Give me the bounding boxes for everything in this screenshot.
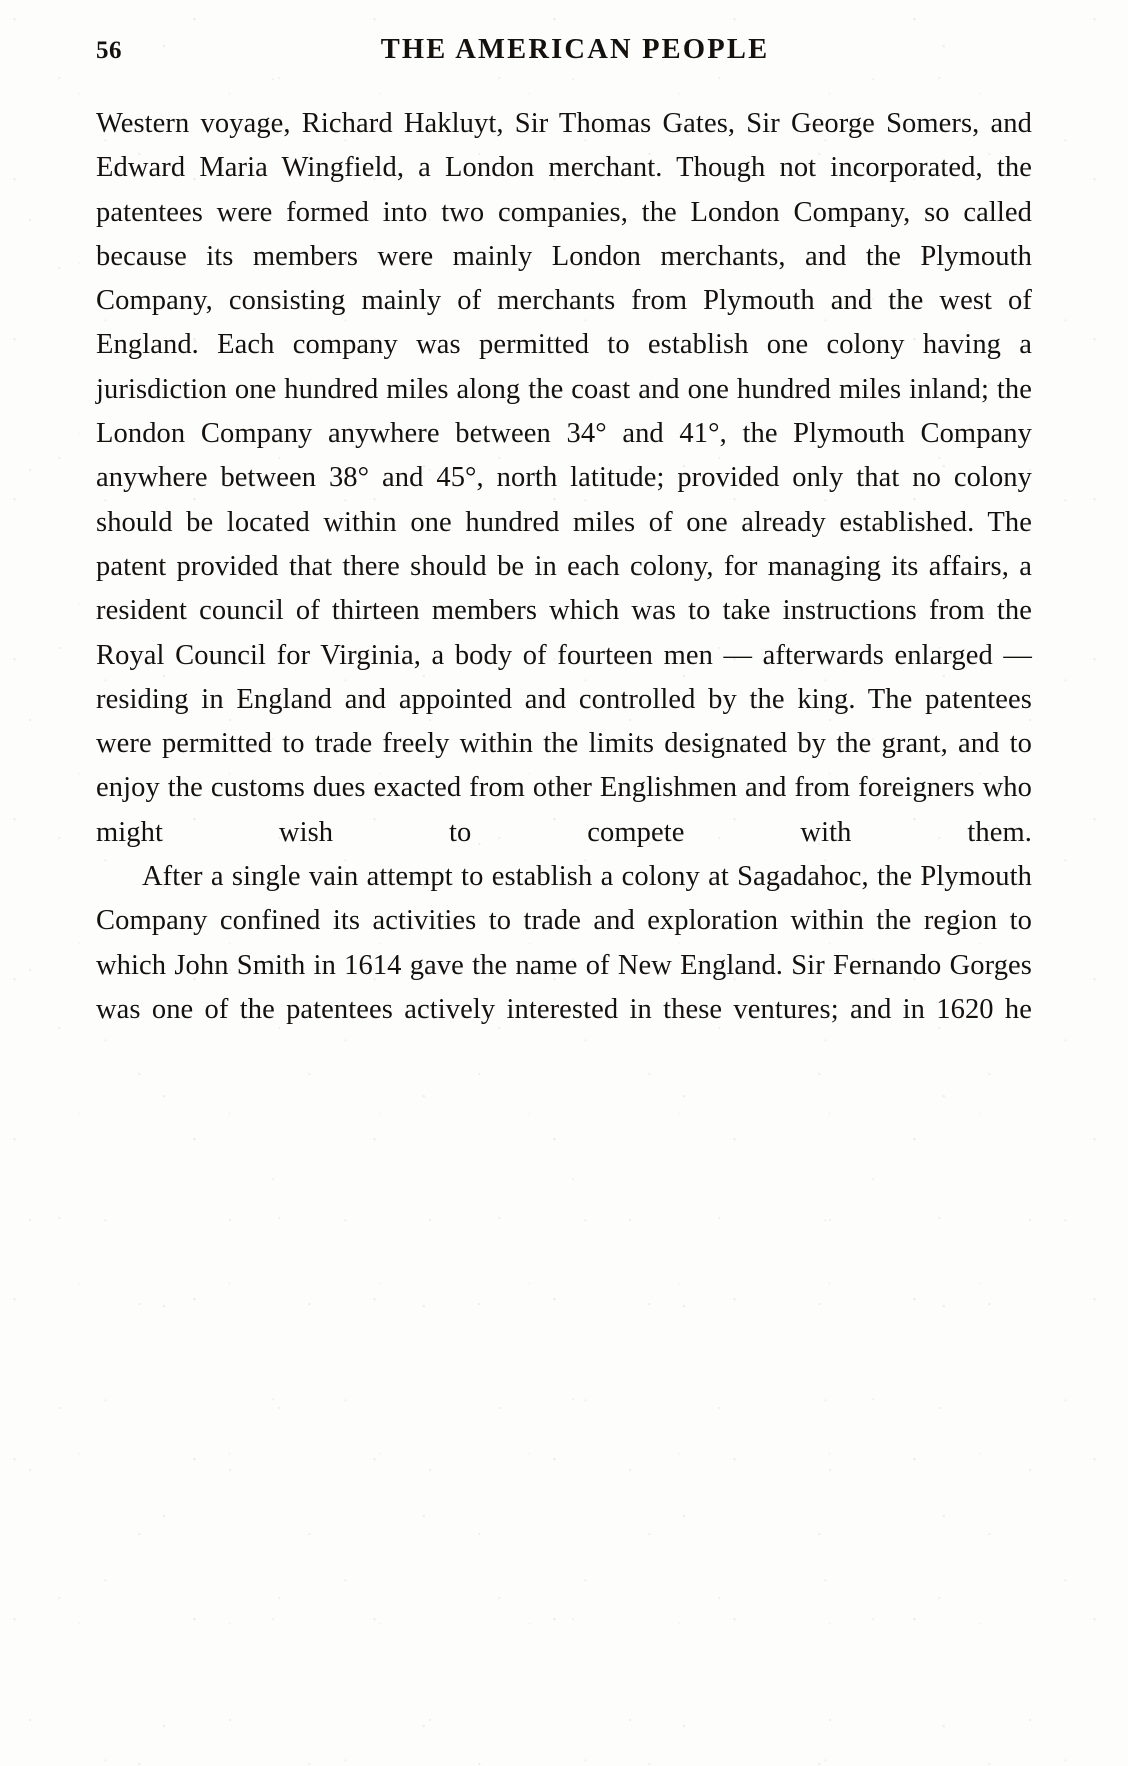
running-title: THE AMERICAN PEOPLE — [380, 34, 770, 65]
body-text — [96, 102, 1032, 1032]
paragraph: After a single vain attempt to establish a colony at Sagadahoc, the Plymouth Company confined its activities to trade and exploration within the region to which John Smith in 1614 gave the name of New England. Sir Fernando Gorges was one of the patentees actively interested in these ventures; and in 1620 he — [96, 861, 1032, 1025]
running-head — [96, 34, 1032, 88]
page-number: 56 — [96, 37, 122, 64]
paragraph: Western voyage, Richard Hakluyt, Sir Thomas Gates, Sir George Somers, and Edward Maria Wingfield, a London merchant. Though not incorporated, the patentees were formed into two companies, the London Company, so called because its members were mainly London merchants, and the Plymouth Company, consisting mainly of merchants from Plymouth and the west of England. Each company was permitted to establish one colony having a jurisdiction one hundred miles along the coast and one hundred miles inland; the London Company anywhere between 34° and 41°, the Plymouth Company anywhere between 38° and 45°, north latitude; provided only that no colony should be located within one hundred miles of one already established. The patent provided that there should be in each colony, for managing its affairs, a resident council of thirteen members which was to take instructions from the Royal Council for Virginia, a body of fourteen men — afterwards enlarged — residing in England and appointed and controlled by the king. The patentees were permitted to trade freely within the limits designated by the grant, and to enjoy the customs dues exacted from other Englishmen and from foreigners who might wish to compete with them. — [96, 108, 1032, 848]
